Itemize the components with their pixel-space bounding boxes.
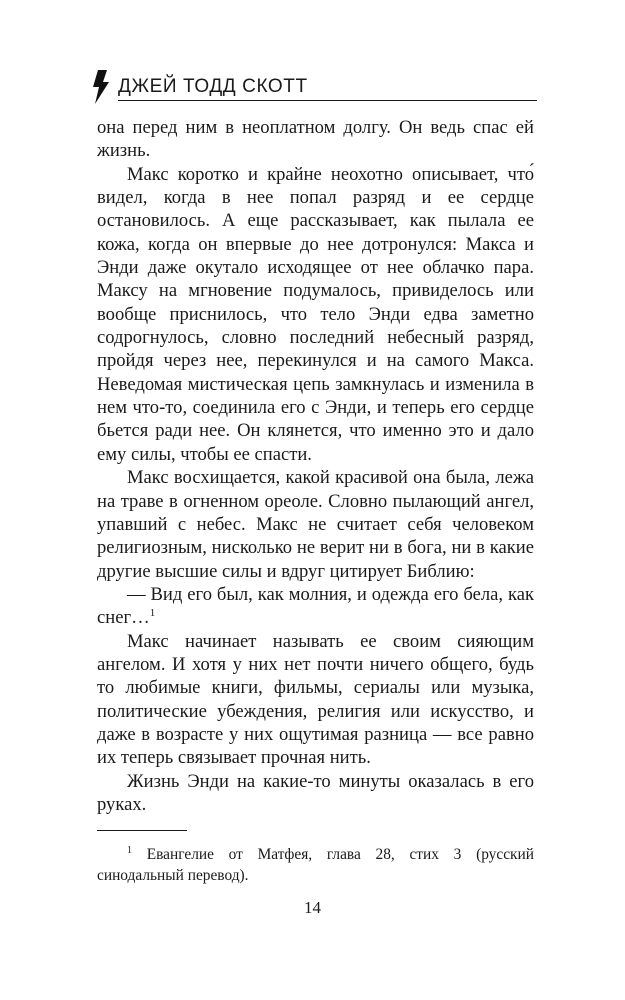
paragraph: Жизнь Энди на какие-то минуты оказалась в его руках. [97, 770, 534, 815]
paragraph: она перед ним в неоплатном долгу. Он ведь спас ей жизнь. [97, 117, 534, 162]
paragraph: Макс начинает называть ее своим сияющим ангелом. И хотя у них нет почти ничего общего, будь то любимые книги, фильмы, сериалы или музыка, политические убеждения, религия или искусство, и даже в возрасте у них ощутимая разница — все равно их теперь связывает прочная нить. [97, 630, 534, 769]
running-header [92, 74, 537, 100]
footnote-mark: 1 [127, 844, 132, 856]
header-rule [118, 100, 537, 101]
page-number: 14 [304, 898, 321, 917]
footnote-rule [97, 830, 187, 831]
paragraph: Макс восхищается, какой красивой она была, лежа на траве в огненном ореоле. Словно пылающий ангел, упавший с небес. Макс не считает себя человеком религиозным, нисколько не верит ни в бога, ни в какие другие высшие силы и вдруг цитирует Библию: [97, 467, 534, 582]
paragraph: Макс коротко и крайне неохотно описывает, что́ видел, когда в нее попал разряд и ее сердце остановилось. А еще рассказывает, как пылала ее кожа, когда он впервые до нее дотронулся: Макса и Энди даже окутало исходящее от нее облачко пара. Максу на мгновение подумалось, привиделось или вообще приснилось, что тело Энди едва заметно содрогнулось, словно последний небесный разряд, пройдя через нее, перекинулся и на самого Макса. Неведомая мистическая цепь замкнулась и изменила в нем что-то, соединила его с Энди, и теперь его сердце бьется ради нее. Он клянется, что именно это и дало ему силы, чтобы ее спасти. [97, 163, 534, 465]
footnote-reference[interactable]: 1 [149, 607, 156, 620]
footnote-text: Евангелие от Матфея, глава 28, стих 3 (русский синодальный перевод). [97, 846, 534, 884]
footnote [97, 844, 534, 886]
lightning-bolt-icon [92, 70, 110, 104]
quote-text: — Вид его был, как молния, и одежда его бела, как снег… [97, 583, 534, 629]
quote-paragraph [97, 583, 534, 630]
header-author: ДЖЕЙ ТОДД СКОТТ [118, 76, 308, 97]
body-text [97, 116, 534, 816]
